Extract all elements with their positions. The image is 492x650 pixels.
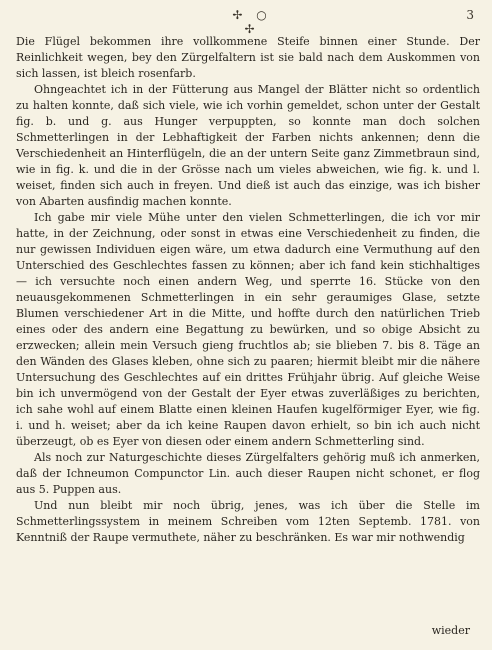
paragraph: Und nun bleibt mir noch übrig, jenes, was ich über die Stelle im Schmetterlingssystem in meinem Schreiben vom 12ten Septemb. 1781. von Kenntniß der Raupe vermuthete, näher zu beschränken. Es war mir nothwendig (16, 499, 480, 544)
page-number: 3 (466, 8, 474, 22)
page-body (16, 34, 480, 546)
header-ornament: ✢ ○ ✢ (232, 8, 272, 36)
catchword: wieder (431, 624, 470, 637)
paragraph: Die Flügel bekommen ihre vollkommene Steife binnen einer Stunde. Der Reinlichkeit wegen, bey den Zürgelfaltern ist sie bald nach dem Auskommen von sich lassen, ist bleich rosenfarb. (16, 35, 480, 80)
paragraph: Als noch zur Naturgeschichte dieses Zürgelfalters gehörig muß ich anmerken, daß der Ichneumon Compunctor Lin. auch dieser Raupen nicht schonet, er flog aus 5. Puppen aus. (16, 451, 480, 496)
paragraph: Ich gabe mir viele Mühe unter den vielen Schmetterlingen, die ich vor mir hatte, in der Zeichnung, oder sonst in etwas eine Verschiedenheit zu finden, die nur gewissen Individuen eigen wäre, um etwa dadurch eine Vermuthung auf den Unterschied des Geschlechtes fassen zu können; aber ich fand kein stichhaltiges — ich versuchte noch einen andern Weg, und sperrte 16. Stücke von den neuausgekommenen Schmetterlingen in ein sehr geraumiges Glase, setzte Blumen verschiedener Art in die Mitte, und hoffte durch den natürlichen Trieb eines oder des andern eine Begattung zu bewürken, und so obige Absicht zu erzwecken; allein mein Versuch gieng fruchtlos ab; sie blieben 7. bis 8. Täge an den Wänden des Glases kleben, ohne sich zu paaren; hiermit bleibt mir die nähere Untersuchung des Geschlechtes auf ein drittes Frühjahr übrig. Auf gleiche Weise bin ich unvermögend von der Gestalt der Eyer etwas zuverläßiges zu berichten, ich sahe wohl auf einem Blatte einen kleinen Haufen kugelförmiger Eyer, wie fig. i. und h. weiset; aber da ich keine Raupen davon erhielt, so bin ich auch nicht überzeugt, ob es Eyer von diesen oder einem andern Schmetterling sind. (16, 211, 480, 448)
page-header (0, 8, 492, 36)
paragraph: Ohngeachtet ich in der Fütterung aus Mangel der Blätter nicht so ordentlich zu halten konnte, daß sich viele, wie ich vorhin gemeldet, schon unter der Gestalt fig. b. und g. aus Hunger verpuppten, so konnte man doch solchen Schmetterlingen in der Lebhaftigkeit der Farben nichts ankennen; denn die Verschiedenheit an Hinterflügeln, die an der untern Seite ganz Zimmetbraun sind, wie in fig. k. und die in der Grösse nach um vieles abweichen, wie fig. k. und l. weiset, finden sich auch in freyen. Und dieß ist auch das einzige, was ich bisher von Abarten ausfindig machen konnte. (16, 83, 480, 208)
